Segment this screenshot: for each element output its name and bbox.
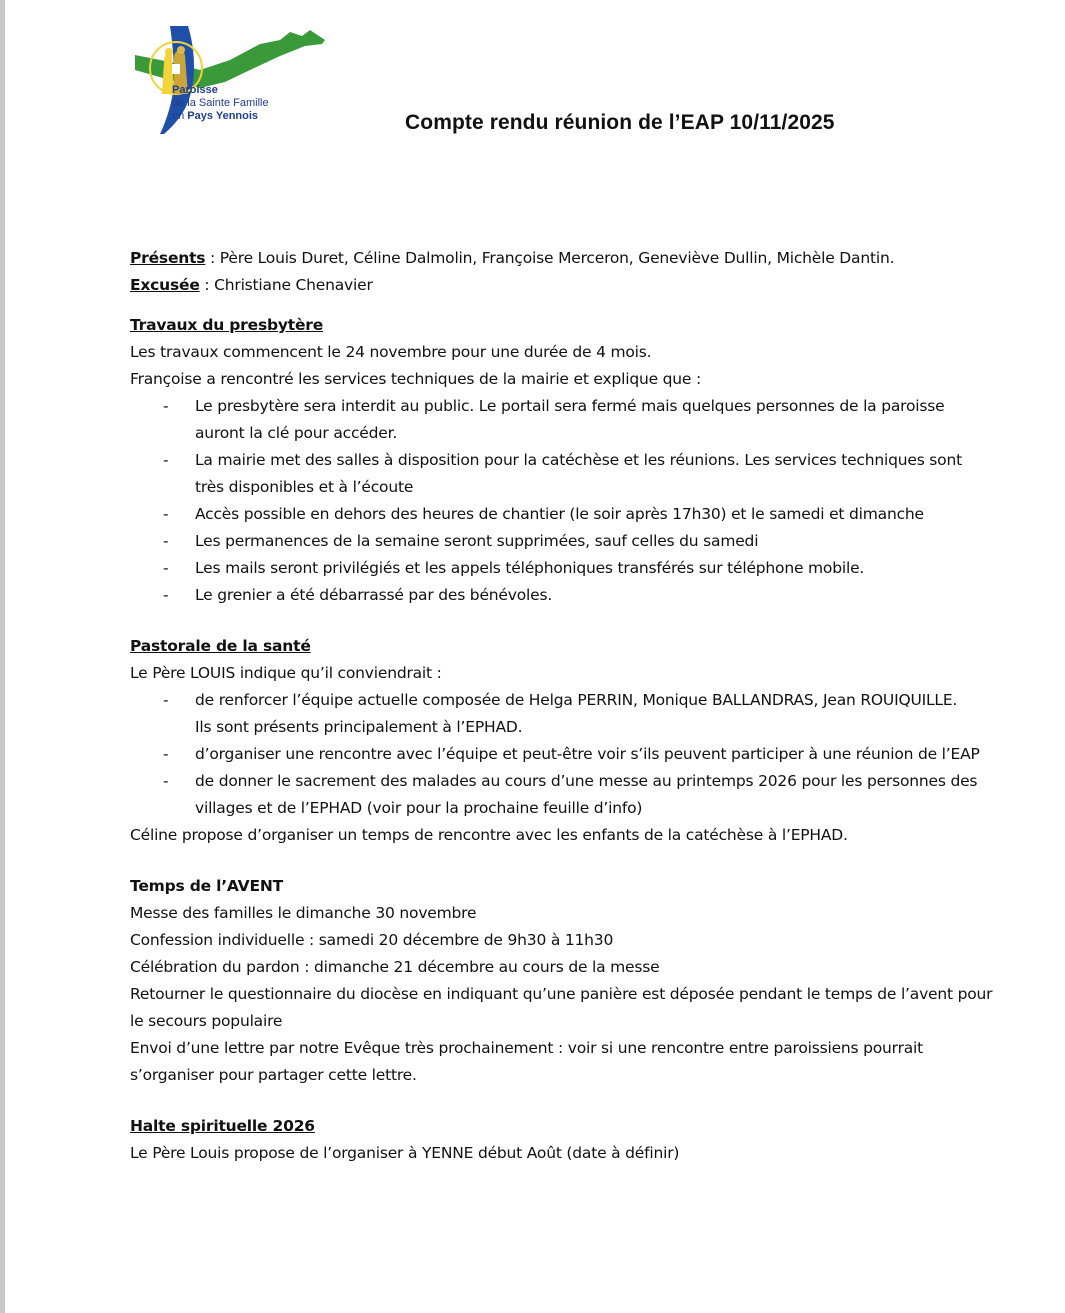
- dash-bullet: -: [163, 505, 169, 523]
- list-item-continuation: [130, 474, 1060, 501]
- logo-line-1: Paroisse: [172, 84, 218, 96]
- logo-line-2: de la Sainte Famille: [172, 97, 269, 109]
- figure-child: [172, 64, 180, 74]
- page-edge: [0, 0, 5, 1313]
- logo-text: [172, 84, 269, 123]
- paragraph: Le Père LOUIS indique qu’il conviendrait :: [130, 664, 442, 682]
- section-heading: Halte spirituelle 2026: [130, 1117, 315, 1135]
- present-value: : Père Louis Duret, Céline Dalmolin, Françoise Merceron, Geneviève Dullin, Michèle Dantin.: [205, 249, 895, 267]
- list-item: [130, 768, 1060, 795]
- section-heading: Temps de l’AVENT: [130, 877, 283, 895]
- section-avent: [130, 873, 1060, 1089]
- list-item-text: La mairie met des salles à disposition pour la catéchèse et les réunions. Les services techniques sont: [195, 451, 962, 469]
- figure-head-2: [177, 46, 185, 54]
- dash-bullet: -: [163, 451, 169, 469]
- list-item-text: d’organiser une rencontre avec l’équipe et peut-être voir s’ils peuvent participer à une réunion de l’EAP: [195, 745, 980, 763]
- list-item-text: de renforcer l’équipe actuelle composée de Helga PERRIN, Monique BALLANDRAS, Jean ROUIQUILLE.: [195, 691, 958, 709]
- list-item: [130, 741, 1060, 768]
- paragraph: Envoi d’une lettre par notre Evêque très prochainement : voir si une rencontre entre paroissiens pourrait: [130, 1039, 924, 1057]
- list-item: [130, 393, 1060, 420]
- list-item: [130, 687, 1060, 714]
- section-heading: Travaux du presbytère: [130, 316, 324, 334]
- list-item-continuation: [130, 795, 1060, 822]
- list-item-text: Le grenier a été débarrassé par des bénévoles.: [195, 586, 553, 604]
- list-item-continuation: [130, 420, 1060, 447]
- excused-value: : Christiane Chenavier: [199, 276, 373, 294]
- dash-bullet: -: [163, 691, 169, 709]
- list-item-text: Les mails seront privilégiés et les appels téléphoniques transférés sur téléphone mobile.: [195, 559, 865, 577]
- list-item-text: Accès possible en dehors des heures de chantier (le soir après 17h30) et le samedi et dimanche: [195, 505, 924, 523]
- list-item: [130, 582, 1060, 609]
- logo-line-3-bold: Pays Yennois: [187, 110, 259, 122]
- dash-bullet: -: [163, 745, 169, 763]
- list-item-text: très disponibles et à l’écoute: [195, 478, 414, 496]
- list-item-text: auront la clé pour accéder.: [195, 424, 398, 442]
- list-item-continuation: [130, 714, 1060, 741]
- paragraph: Céline propose d’organiser un temps de rencontre avec les enfants de la catéchèse à l’EPHAD.: [130, 826, 848, 844]
- section-pastorale: [130, 633, 1060, 849]
- section-travaux: [130, 312, 1060, 609]
- list-item: [130, 528, 1060, 555]
- list-item-text: de donner le sacrement des malades au cours d’une messe au printemps 2026 pour les personnes des: [195, 772, 978, 790]
- list-item-text: Les permanences de la semaine seront supprimées, sauf celles du samedi: [195, 532, 759, 550]
- figure-head-1: [165, 48, 173, 56]
- excused-label: Excusée: [130, 276, 200, 294]
- paragraph: le secours populaire: [130, 1012, 283, 1030]
- parish-logo: [130, 22, 330, 137]
- list-item-text: villages et de l’EPHAD (voir pour la prochaine feuille d’info): [195, 799, 643, 817]
- paragraph: Retourner le questionnaire du diocèse en indiquant qu’une panière est déposée pendant le temps de l’avent pour: [130, 985, 993, 1003]
- section-halte: [130, 1113, 1060, 1167]
- logo-line-3-prefix: en: [172, 110, 188, 122]
- dash-bullet: -: [163, 397, 169, 415]
- list-item-text: Le presbytère sera interdit au public. Le portail sera fermé mais quelques personnes de la paroisse: [195, 397, 945, 415]
- dash-bullet: -: [163, 532, 169, 550]
- dash-bullet: -: [163, 586, 169, 604]
- bullet-list: [130, 687, 1060, 822]
- document-body: [130, 245, 1060, 1167]
- list-item: [130, 447, 1060, 474]
- paragraph: Messe des familles le dimanche 30 novembre: [130, 904, 477, 922]
- paragraph: Les travaux commencent le 24 novembre pour une durée de 4 mois.: [130, 343, 652, 361]
- list-item-text: Ils sont présents principalement à l’EPHAD.: [195, 718, 523, 736]
- paragraph: Célébration du pardon : dimanche 21 décembre au cours de la messe: [130, 958, 660, 976]
- paragraph: Le Père Louis propose de l’organiser à YENNE début Août (date à définir): [130, 1144, 680, 1162]
- dash-bullet: -: [163, 772, 169, 790]
- list-item: [130, 501, 1060, 528]
- section-heading: Pastorale de la santé: [130, 637, 311, 655]
- paragraph: s’organiser pour partager cette lettre.: [130, 1066, 417, 1084]
- paragraph: Françoise a rencontré les services techniques de la mairie et explique que :: [130, 370, 701, 388]
- dash-bullet: -: [163, 559, 169, 577]
- paragraph: Confession individuelle : samedi 20 décembre de 9h30 à 11h30: [130, 931, 614, 949]
- present-label: Présents: [130, 249, 206, 267]
- present-line: [130, 245, 1060, 272]
- bullet-list: [130, 393, 1060, 609]
- list-item: [130, 555, 1060, 582]
- document-title: Compte rendu réunion de l’EAP 10/11/2025: [405, 111, 835, 134]
- excused-line: [130, 272, 1060, 299]
